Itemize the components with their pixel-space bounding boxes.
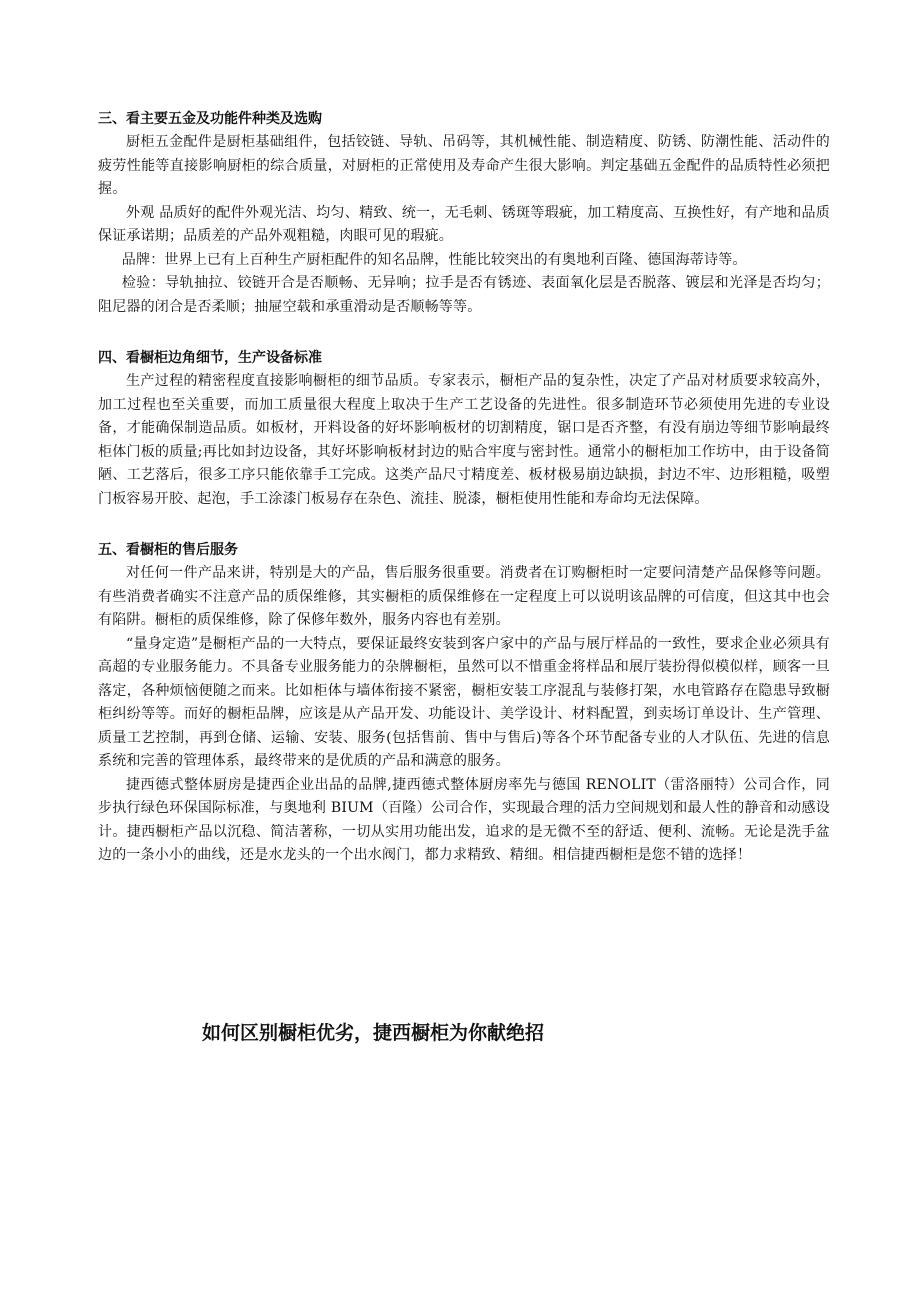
section-heading: 五、看橱柜的售后服务 <box>98 542 238 558</box>
paragraph: 外观 品质好的配件外观光洁、均匀、精致、统一，无毛刺、锈斑等瑕疵，加工精度高、互换性好，有产地和品质保证承诺期；品质差的产品外观粗糙，肉眼可见的瑕疵。 <box>98 204 830 244</box>
paragraph: 厨柜五金配件是厨柜基础组件，包括铰链、导轨、吊码等，其机械性能、制造精度、防锈、防潮性能、活动件的疲劳性能等直接影响厨柜的综合质量，对厨柜的正常使用及寿命产生很大影响。判定基础五金配件的品质特性必须把握。 <box>98 134 830 197</box>
section-service <box>98 539 830 868</box>
article-title: 如何区别橱柜优劣，捷西橱柜为你献绝招 <box>202 1022 545 1044</box>
paragraph: 品牌：世界上已有上百种生产厨柜配件的知名品牌，性能比较突出的有奥地利百隆、德国海蒂诗等。 <box>121 251 747 268</box>
section-details <box>98 347 830 511</box>
paragraph: 对任何一件产品来讲，特别是大的产品，售后服务很重要。消费者在订购橱柜时一定要问清楚产品保修等问题。有些消费者确实不注意产品的质保维修，其实橱柜的质保维修在一定程度上可以说明该品牌的可信度，但这其中也会有陷阱。橱柜的质保维修，除了保修年数外，服务内容也有差别。 <box>98 565 830 628</box>
section-heading: 四、看橱柜边角细节，生产设备标准 <box>98 350 322 366</box>
paragraph: 检验：导轨抽拉、铰链开合是否顺畅、无异响；拉手是否有锈迹、表面氧化层是否脱落、镀层和光泽是否均匀；阻尼器的闭合是否柔顺；抽屉空载和承重滑动是否顺畅等等。 <box>98 275 830 315</box>
paragraph: 捷西德式整体厨房是捷西企业出品的品牌,捷西德式整体厨房率先与德国 RENOLIT（雷洛丽特）公司合作，同步执行绿色环保国际标准，与奥地利 BIUM（百隆）公司合作，实现最合理的活力空间规划和最人性的静音和动感设计。捷西橱柜产品以沉稳、简洁著称，一切从实用功能出发，追求的是无微不至的舒适、便利、流畅。无论是洗手盆边的一条小小的曲线，还是水龙头的一个出水阀门，都力求精致、精细。相信捷西橱柜是您不错的选择！ <box>98 776 830 863</box>
paragraph: “量身定造”是橱柜产品的一大特点，要保证最终安装到客户家中的产品与展厅样品的一致性，要求企业必须具有高超的专业服务能力。不具备专业服务能力的杂牌橱柜，虽然可以不惜重金将样品和展厅装扮得似模似样，顾客一旦落定，各种烦恼便随之而来。比如柜体与墙体衔接不紧密，橱柜安装工序混乱与装修打架，水电管路存在隐患导致橱柜纠纷等等。而好的橱柜品牌，应该是从产品开发、功能设计、美学设计、材料配置，到卖场订单设计、生产管理、质量工艺控制，再到仓储、运输、安装、服务(包括售前、售中与售后)等各个环节配备专业的人才队伍、先进的信息系统和完善的管理体系，最终带来的是优质的产品和满意的服务。 <box>98 635 830 769</box>
section-heading: 三、看主要五金及功能件种类及选购 <box>98 111 322 127</box>
section-hardware <box>98 108 830 319</box>
paragraph: 生产过程的精密程度直接影响橱柜的细节品质。专家表示，橱柜产品的复杂性，决定了产品对材质要求较高外，加工过程也至关重要，而加工质量很大程度上取决于生产工艺设备的先进性。很多制造环节必须使用先进的专业设备，才能确保制造品质。如板材，开料设备的好坏影响板材的切割精度，锯口是否齐整，有没有崩边等细节影响最终柜体门板的质量;再比如封边设备，其好坏影响板材封边的贴合牢度与密封性。通常小的橱柜加工作坊中，由于设备简陋、工艺落后，很多工序只能依靠手工完成。这类产品尺寸精度差、板材极易崩边缺损，封边不牢、边形粗糙，吸塑门板容易开胶、起泡，手工涂漆门板易存在杂色、流挂、脱漆，橱柜使用性能和寿命均无法保障。 <box>98 373 830 507</box>
document-body <box>98 108 830 896</box>
